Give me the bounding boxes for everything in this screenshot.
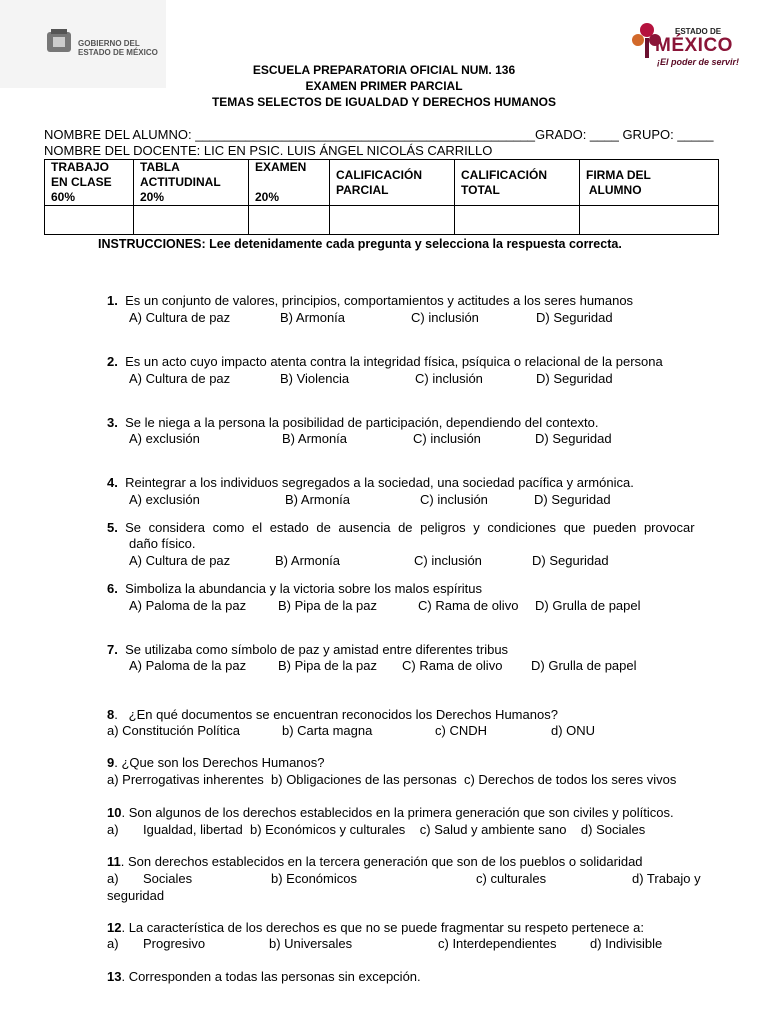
cell-trabajo-value[interactable] — [45, 206, 134, 235]
col-firma: FIRMA DEL ALUMNO — [580, 160, 719, 206]
instructions: INSTRUCCIONES: Lee detenidamente cada pregunta y selecciona la respuesta correcta. — [98, 237, 622, 251]
government-logo-text: GOBIERNO DEL ESTADO DE MÉXICO — [78, 39, 158, 57]
option-a[interactable]: A) exclusión — [129, 492, 200, 507]
question-5-continued: daño físico. — [129, 536, 196, 551]
col-examen: EXAMEN 20% — [249, 160, 330, 206]
coat-of-arms-icon — [44, 26, 74, 56]
option-a[interactable]: A) Paloma de la paz — [129, 658, 247, 673]
option-a[interactable]: A) Cultura de paz — [129, 310, 231, 325]
option-d[interactable]: d) Trabajo y — [632, 871, 701, 886]
logo-mexico: MÉXICO — [655, 35, 733, 56]
col-trabajo: TRABAJO EN CLASE 60% — [45, 160, 134, 206]
option-a[interactable]: Progresivo — [143, 936, 206, 951]
subject-title: TEMAS SELECTOS DE IGUALDAD Y DERECHOS HUMANOS — [211, 95, 557, 109]
options-line[interactable]: Igualdad, libertad b) Económicos y culturales c) Salud y ambiente sano d) Sociales — [143, 822, 646, 837]
option-b[interactable]: B) Violencia — [280, 371, 350, 386]
question-12: 12. La característica de los derechos es que no se puede fragmentar su respeto pertenece a: — [107, 920, 644, 935]
option-a[interactable]: Sociales — [143, 871, 193, 886]
option-b[interactable]: b) Carta magna — [282, 723, 373, 738]
exam-title: EXAMEN PRIMER PARCIAL — [305, 79, 463, 93]
option-b[interactable]: B) Pipa de la paz — [278, 598, 378, 613]
option-d[interactable]: D) Grulla de papel — [535, 598, 641, 613]
option-c[interactable]: c) culturales — [476, 871, 547, 886]
question-5: 5. Se considera como el estado de ausencia de peligros y condiciones que pueden provocar — [107, 520, 695, 535]
option-c[interactable]: c) Interdependientes — [438, 936, 557, 951]
option-c[interactable]: C) Rama de olivo — [402, 658, 503, 673]
cell-tabla-value[interactable] — [134, 206, 249, 235]
option-c[interactable]: C) inclusión — [414, 553, 482, 568]
logo-estado-de: ESTADO DE — [675, 27, 722, 36]
col-calif-parcial: CALIFICACIÓN PARCIAL — [330, 160, 455, 206]
option-c[interactable]: C) inclusión — [420, 492, 488, 507]
question-1: 1. Es un conjunto de valores, principios, comportamientos y actitudes a los seres humanos — [107, 293, 634, 308]
option-d[interactable]: D) Grulla de papel — [531, 658, 637, 673]
cell-parcial-value[interactable] — [330, 206, 455, 235]
question-2: 2. Es un acto cuyo impacto atenta contra la integridad física, psíquica o relacional de la persona — [107, 354, 663, 369]
option-b[interactable]: b) Económicos — [271, 871, 357, 886]
teacher-name-line: NOMBRE DEL DOCENTE: LIC EN PSIC. LUIS ÁNGEL NICOLÁS CARRILLO — [44, 143, 493, 158]
option-a[interactable]: a) Constitución Política — [107, 723, 240, 738]
col-tabla: TABLA ACTITUDINAL 20% — [134, 160, 249, 206]
option-c[interactable]: c) CNDH — [435, 723, 487, 738]
col-calif-total: CALIFICACIÓN TOTAL — [455, 160, 580, 206]
question-11: 11. Son derechos establecidos en la tercera generación que son de los pueblos o solidaridad — [107, 854, 643, 869]
school-name: ESCUELA PREPARATORIA OFICIAL NUM. 136 — [252, 63, 516, 77]
option-b[interactable]: B) Pipa de la paz — [278, 658, 378, 673]
question-6: 6. Simboliza la abundancia y la victoria sobre los malos espíritus — [107, 581, 483, 596]
option-d[interactable]: D) Seguridad — [534, 492, 611, 507]
logo-tagline: ¡El poder de servir! — [657, 57, 740, 67]
option-a-label: a) — [107, 871, 119, 886]
question-4: 4. Reintegrar a los individuos segregados a la sociedad, una sociedad pacífica y armónica. — [107, 475, 634, 490]
option-a[interactable]: A) Paloma de la paz — [129, 598, 247, 613]
option-a-label: a) — [107, 936, 119, 951]
option-c[interactable]: C) inclusión — [415, 371, 483, 386]
option-d[interactable]: D) Seguridad — [536, 371, 613, 386]
option-b[interactable]: B) Armonía — [285, 492, 351, 507]
cell-firma-value[interactable] — [580, 206, 719, 235]
question-8: 8. ¿En qué documentos se encuentran reconocidos los Derechos Humanos? — [107, 707, 558, 722]
question-3: 3. Se le niega a la persona la posibilidad de participación, dependiendo del contexto. — [107, 415, 599, 430]
option-a[interactable]: A) Cultura de paz — [129, 553, 231, 568]
cell-examen-value[interactable] — [249, 206, 330, 235]
option-b[interactable]: B) Armonía — [275, 553, 341, 568]
option-c[interactable]: C) Rama de olivo — [418, 598, 519, 613]
grades-table — [44, 159, 719, 235]
option-d-continued[interactable]: seguridad — [107, 888, 165, 903]
option-d[interactable]: d) Indivisible — [590, 936, 663, 951]
question-7: 7. Se utilizaba como símbolo de paz y amistad entre diferentes tribus — [107, 642, 509, 657]
question-9: 9. ¿Que son los Derechos Humanos? — [107, 755, 325, 770]
option-d[interactable]: D) Seguridad — [535, 431, 612, 446]
option-c[interactable]: C) inclusión — [413, 431, 481, 446]
option-b[interactable]: B) Armonía — [282, 431, 348, 446]
options-line[interactable]: a) Prerrogativas inherentes b) Obligaciones de las personas c) Derechos de todos los seres vivos — [107, 772, 677, 787]
option-a[interactable]: A) exclusión — [129, 431, 200, 446]
option-d[interactable]: D) Seguridad — [532, 553, 609, 568]
option-d[interactable]: d) ONU — [551, 723, 596, 738]
option-b[interactable]: b) Universales — [269, 936, 353, 951]
option-b[interactable]: B) Armonía — [280, 310, 346, 325]
student-name-line[interactable]: NOMBRE DEL ALUMNO: _______________________________________________GRADO: ____ GRUPO: _____ — [44, 127, 714, 142]
option-d[interactable]: D) Seguridad — [536, 310, 613, 325]
cell-total-value[interactable] — [455, 206, 580, 235]
question-13: 13. Corresponden a todas las personas sin excepción. — [107, 969, 421, 984]
option-c[interactable]: C) inclusión — [411, 310, 479, 325]
question-10: 10. Son algunos de los derechos establecidos en la primera generación que son civiles y políticos. — [107, 805, 674, 820]
option-a-label: a) — [107, 822, 119, 837]
option-a[interactable]: A) Cultura de paz — [129, 371, 231, 386]
